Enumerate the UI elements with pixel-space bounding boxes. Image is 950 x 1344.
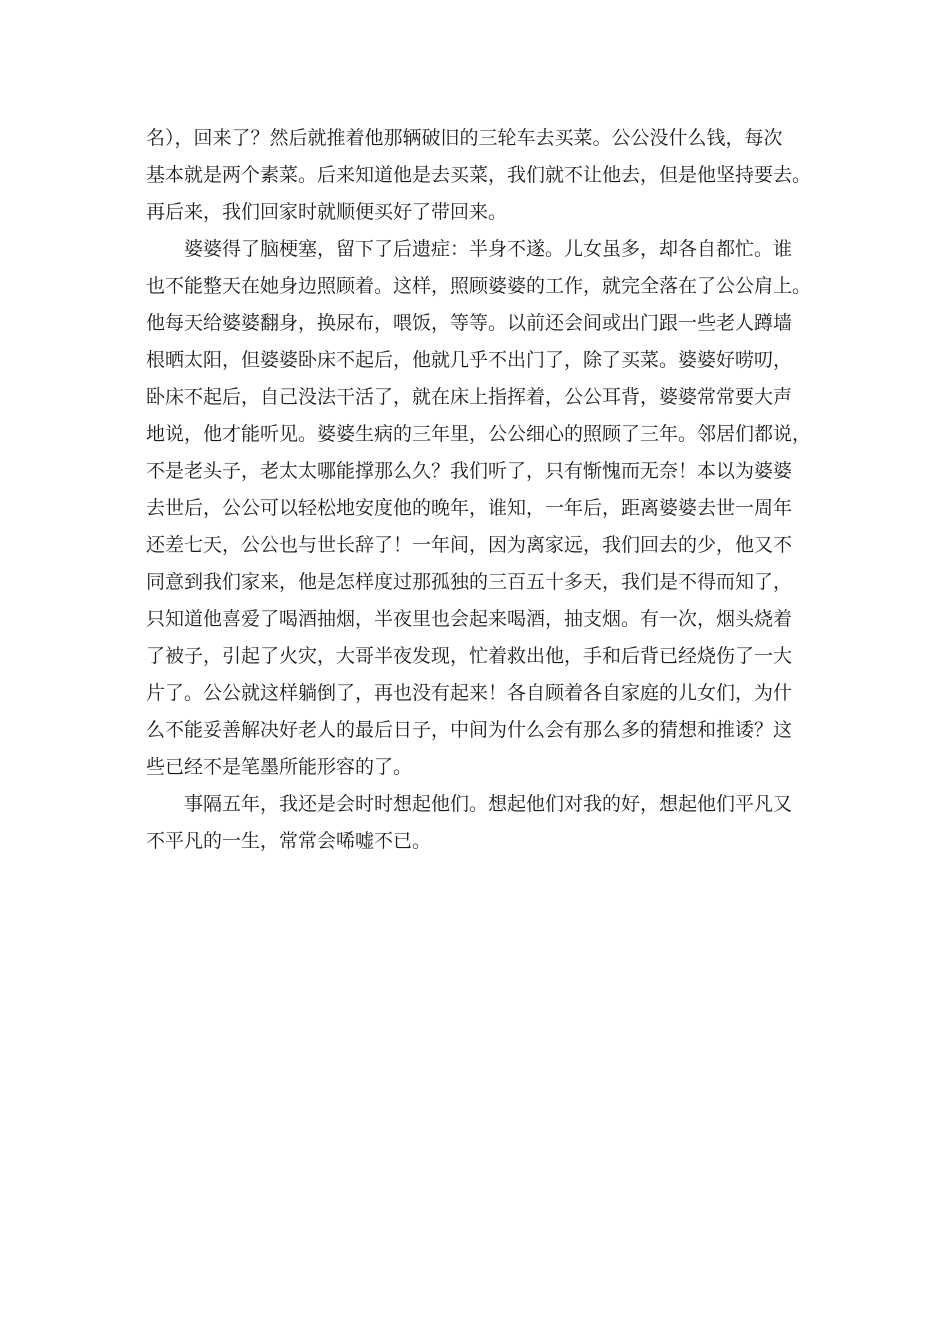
text-line: 卧床不起后，自己没法干活了，就在床上指挥着，公公耳背，婆婆常常要大声 <box>146 386 793 408</box>
text-line: 么不能妥善解决好老人的最后日子，中间为什么会有那么多的猜想和推诿？这 <box>146 719 793 741</box>
text-line: 去世后，公公可以轻松地安度他的晚年，谁知，一年后，距离婆婆去世一周年 <box>146 497 793 519</box>
text-line: 些已经不是笔墨所能形容的了。 <box>146 756 413 778</box>
body-text <box>146 120 816 860</box>
text-line: 事隔五年，我还是会时时想起他们。想起他们对我的好，想起他们平凡又 <box>146 793 793 815</box>
text-line: 同意到我们家来，他是怎样度过那孤独的三百五十多天，我们是不得而知了， <box>146 571 793 593</box>
text-line: 名），回来了？然后就推着他那辆破旧的三轮车去买菜。公公没什么钱，每次 <box>146 127 783 149</box>
text-line: 再后来，我们回家时就顺便买好了带回来。 <box>146 201 508 223</box>
text-line: 只知道他喜爱了喝酒抽烟，半夜里也会起来喝酒，抽支烟。有一次，烟头烧着 <box>146 608 793 630</box>
text-line: 婆婆得了脑梗塞，留下了后遗症：半身不遂。儿女虽多，却各自都忙。谁 <box>146 238 793 260</box>
text-line: 不平凡的一生，常常会唏嘘不已。 <box>146 830 432 852</box>
text-line: 不是老头子，老太太哪能撑那么久？我们听了，只有惭愧而无奈！本以为婆婆 <box>146 460 793 482</box>
text-line: 也不能整天在她身边照顾着。这样，照顾婆婆的工作，就完全落在了公公肩上。 <box>146 275 812 297</box>
text-line: 片了。公公就这样躺倒了，再也没有起来！各自顾着各自家庭的儿女们，为什 <box>146 682 793 704</box>
text-line: 基本就是两个素菜。后来知道他是去买菜，我们就不让他去，但是他坚持要去。 <box>146 164 812 186</box>
text-line: 了被子，引起了火灾，大哥半夜发现，忙着救出他，手和后背已经烧伤了一大 <box>146 645 793 667</box>
text-line: 还差七天，公公也与世长辞了！一年间，因为离家远，我们回去的少，他又不 <box>146 534 793 556</box>
text-line: 地说，他才能听见。婆婆生病的三年里，公公细心的照顾了三年。邻居们都说， <box>146 423 812 445</box>
text-line: 他每天给婆婆翻身，换尿布，喂饭，等等。以前还会间或出门跟一些老人蹲墙 <box>146 312 793 334</box>
text-line: 根晒太阳，但婆婆卧床不起后，他就几乎不出门了，除了买菜。婆婆好唠叨， <box>146 349 793 371</box>
